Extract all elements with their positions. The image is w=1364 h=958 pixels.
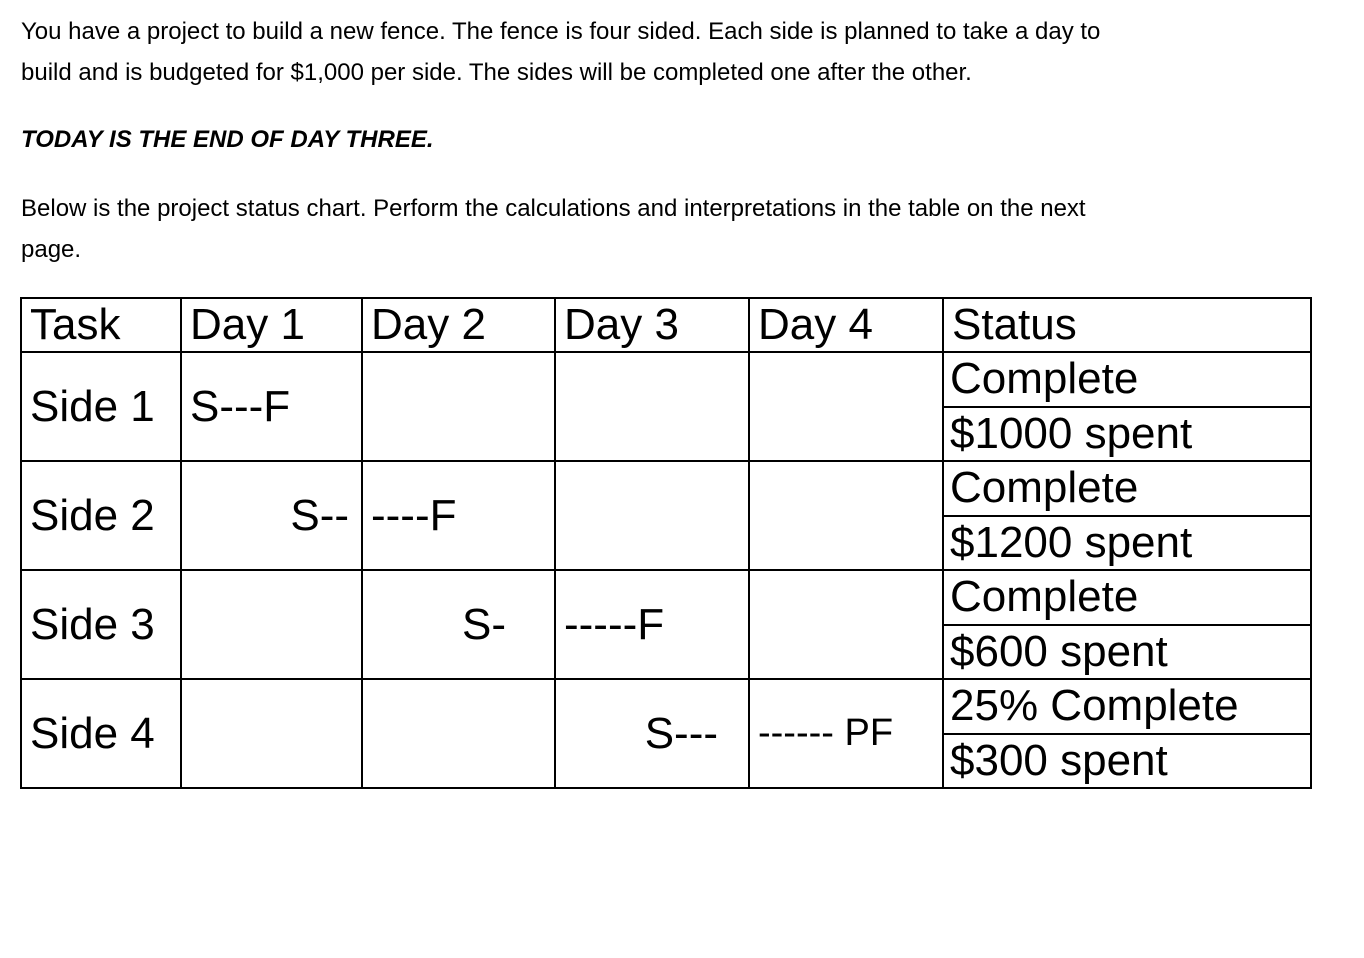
- day-4-cell: [749, 352, 943, 461]
- day-4-cell: [749, 461, 943, 570]
- day-4-cell: [749, 570, 943, 679]
- day-3-cell: [555, 352, 749, 461]
- table-row: [21, 352, 1311, 407]
- table-header-row: [21, 298, 1311, 352]
- day-2-cell: [362, 352, 555, 461]
- day-1-cell: [181, 679, 362, 788]
- day-2-cell: S-: [362, 570, 555, 679]
- day-4-cell: ------ PF: [749, 679, 943, 788]
- instructions-line-1: Below is the project status chart. Perform the calculations and interpretations in the table on the next: [21, 195, 1086, 222]
- header-day-3: Day 3: [555, 298, 749, 352]
- table-row: [21, 570, 1311, 625]
- day-1-cell: S---F: [181, 352, 362, 461]
- spent-cell: $1200 spent: [943, 516, 1311, 571]
- task-cell: Side 3: [21, 570, 181, 679]
- header-day-2: Day 2: [362, 298, 555, 352]
- header-task: Task: [21, 298, 181, 352]
- task-cell: Side 2: [21, 461, 181, 570]
- intro-line-1: You have a project to build a new fence. The fence is four sided. Each side is planned to take a day to: [21, 18, 1101, 45]
- status-cell: Complete: [943, 461, 1311, 516]
- task-cell: Side 4: [21, 679, 181, 788]
- intro-paragraph: [21, 11, 1321, 93]
- status-cell: 25% Complete: [943, 679, 1311, 734]
- intro-line-2: build and is budgeted for $1,000 per side. The sides will be completed one after the other.: [21, 59, 972, 86]
- day-3-cell: [555, 461, 749, 570]
- status-cell: Complete: [943, 352, 1311, 407]
- instructions-paragraph: [21, 188, 1281, 270]
- day-3-cell: -----F: [555, 570, 749, 679]
- day-1-cell: [181, 570, 362, 679]
- day-1-cell: S--: [181, 461, 362, 570]
- header-status: Status: [943, 298, 1311, 352]
- header-day-1: Day 1: [181, 298, 362, 352]
- task-cell: Side 1: [21, 352, 181, 461]
- project-status-table: [20, 297, 1312, 789]
- instructions-line-2: page.: [21, 236, 82, 263]
- table-row: [21, 461, 1311, 516]
- table-row: [21, 679, 1311, 734]
- day-3-cell: S---: [555, 679, 749, 788]
- spent-cell: $300 spent: [943, 734, 1311, 789]
- header-day-4: Day 4: [749, 298, 943, 352]
- day-2-cell: [362, 679, 555, 788]
- spent-cell: $600 spent: [943, 625, 1311, 680]
- today-notice: TODAY IS THE END OF DAY THREE.: [21, 126, 434, 153]
- day-2-cell: ----F: [362, 461, 555, 570]
- spent-cell: $1000 spent: [943, 407, 1311, 462]
- status-cell: Complete: [943, 570, 1311, 625]
